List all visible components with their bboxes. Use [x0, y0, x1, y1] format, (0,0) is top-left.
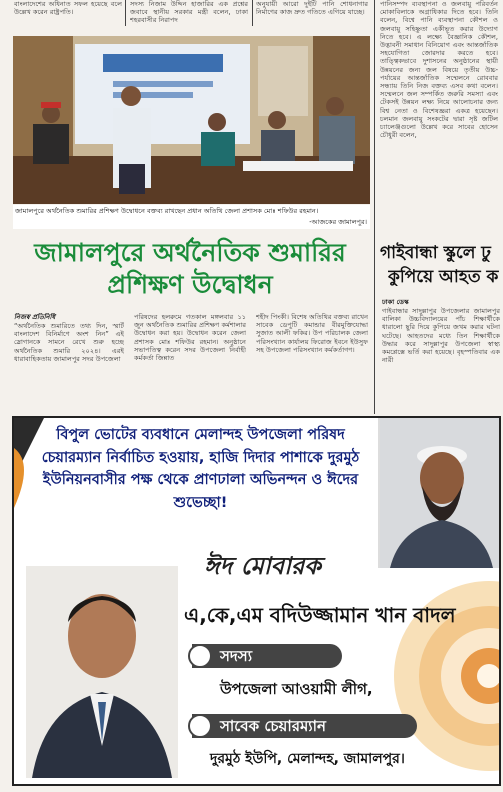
headline-line-2: প্রশিক্ষণ উদ্বোধন: [107, 270, 273, 299]
top-column-2: সদস্য নিজাম উদ্দিন হাজারির এক প্রশ্নের জবাবে স্থানীয় সরকার মন্ত্রী বলেন, ঢাকা শহরবাসীর নিরাপদ: [130, 0, 248, 25]
role2-title: সাবেক চেয়ারম্যান: [220, 717, 326, 735]
eid-greeting-advertisement: [12, 416, 501, 786]
article-column-1: “অর্থনৈতিক শুমারিতে তথ্য দিন, স্মার্ট বাংলাদেশ বিনির্মাণে অংশ নিন” এই স্লোগানকে সামনে রেখে শুরু হচ্ছে অর্থনৈতিক শুমারি ২০২৪। এরই ধারাবাহিকতায় জামালপুর সদর উপজেলা: [14, 322, 124, 363]
person-portrait: [24, 564, 180, 780]
headline-line-1: জামালপুরে অর্থনৈতিক শুমারির: [34, 238, 346, 267]
byline: নিজস্ব প্রতিনিধি: [14, 313, 56, 321]
event-photo: [13, 36, 370, 204]
role2-detail: দুরমুঠ ইউপি, মেলান্দহ, জামালপুর।: [210, 751, 405, 767]
person-name: এ,কে,এম বদিউজ্জামান খান বাদল: [184, 603, 456, 627]
chairman-photo-image: [380, 416, 501, 568]
article-column-2: পরিষদের হলরুমে গতকাল মঙ্গলবার ১১ জুন অর্থনৈতিক শুমারির প্রশিক্ষণ কর্মশালার উদ্বোধন করা হয়। উদ্বোধন করেন জেলা প্রশাসক মোঃ শফিউর রহমান। অনুষ্ঠানে সভাপতিত্ব করেন সদর উপজেলা নির্বাহী কর্মকর্তা জিন্নাত: [134, 313, 246, 363]
right-column-article: পানিসম্পদ ব্যবস্থাপনা ও জলবায়ু পরিবর্তন মোকাবিলাকে অগ্রাধিকার দিতে হবে। তিনি বলেন, বিশ্বে পানি ব্যবস্থাপনা কৌশল ও জলবায়ু সহিষ্ণুতা একীভূত করার উদ্যোগ নিতে হবে। এ লক্ষ্যে বৈজ্ঞানিক কৌশল, উদ্ভাবনী সমাধান বিনিয়োগ এবং আন্তর্জাতিক সহযোগিতা জোরদার করতে হবে। তাত্ত্বিকভাবে দুশাসনের অনুষ্ঠানের স্থায়ী উন্নয়নের জন্য জল বিষয়ে তৃতীয় উচ্চ-পর্যায়ের আন্তর্জাতিক সম্মেলনে রোববার সন্ধ্যায় তিনি নিজ বক্তব্য এসব কথা বলেন। সম্মেলনে জল সম্পর্কিত জরুরি সমস্যা এবং টেকসই উন্নয়ন লক্ষ্য নিয়ে আলোচনার জন্য বিশ্ব নেতা ও বিশেষজ্ঞরা একত্র হয়েছেন। চলমান জলবায়ু সংকটের দ্বারা সৃষ্ট জটিল চ্যালেঞ্জগুলো উল্লেখ করে সাবের হোসেন চৌধুরী বলেন,: [380, 0, 498, 140]
chairman-portrait: [378, 416, 501, 568]
event-photo-image: [13, 36, 370, 204]
side-headline-line-2: কুপিয়ে আহত ক: [388, 267, 499, 286]
side-dateline: ঢাকা ডেস্ক: [382, 298, 409, 306]
top-column-1: বাংলাদেশের অধিনাত সফল হয়েছে বলে উল্লেখ করেন রাষ্ট্রপতি।: [14, 0, 122, 17]
side-story-body: গাইবান্ধার সাদুল্লাপুর উপজেলার জামালপুর বালিকা উচ্চবিদ্যালয়ের পাঁচ শিক্ষার্থীকে ধারালো ছুরি দিয়ে কুপিয়ে জখম করার ঘটনা ঘটেছে। আহতদের মধ্যে তিন শিক্ষার্থীকে উদ্ধার করে সাদুল্লাপুর উপজেলা স্বাস্থ্য কমপ্লেক্সে ভর্তি করা হয়েছে। বৃহস্পতিবার এক নারী: [382, 307, 500, 365]
role2-bullet-icon: [188, 714, 212, 738]
photo-caption-box: [13, 205, 370, 229]
role1-title: সদস্য: [220, 647, 253, 665]
role1-bullet-icon: [188, 644, 212, 668]
top-column-3: অনুযায়ী আরো দুইটি পানি শোধনাগার নির্মাণের কাজ দ্রুত গতিতে এগিয়ে যাচ্ছে।: [256, 0, 368, 17]
article-column-3: শহীদ পিংকী। বিশেষ অতিথির বক্তব্য রাখেন সাবেক ডেপুটি কমান্ডার বীরমুক্তিযোদ্ধা সুজাত আলী ফকির। উপ পরিচালক জেলা পরিসংখ্যান কার্যালয় ফিরোজ ইবনে ইউসুফ সহ উপজেলা পরিসংখ্যান কর্মকর্তাগণ।: [256, 313, 368, 354]
photo-credit: -আজকের জামালপুর।: [309, 218, 367, 226]
person-photo-image: [26, 566, 178, 778]
photo-caption: জামালপুরে অর্থনৈতিক শুমারির প্রশিক্ষণ উদ্বোধনে বক্তব্য রাখছেন প্রধান অতিথি জেলা প্রশাসক মোঃ শফিউর রহমান।: [15, 207, 319, 215]
role1-detail: উপজেলা আওয়ামী লীগ,: [220, 680, 373, 698]
side-headline-line-1: গাইবান্ধা স্কুলে ঢু: [380, 243, 491, 262]
eid-mubarak-label: ঈদ মোবারক: [204, 552, 321, 580]
ad-message: বিপুল ভোটের ব্যবধানে মেলান্দহ উপজেলা পরিষদ চেয়ারম্যান নির্বাচিত হওয়ায়, হাজি দিদার পাশাকে দুরমুঠ ইউনিয়নবাসীর পক্ষ থেকে প্রাণঢালা অভিনন্দন ও ঈদের শুভেচ্ছা!: [41, 427, 360, 511]
